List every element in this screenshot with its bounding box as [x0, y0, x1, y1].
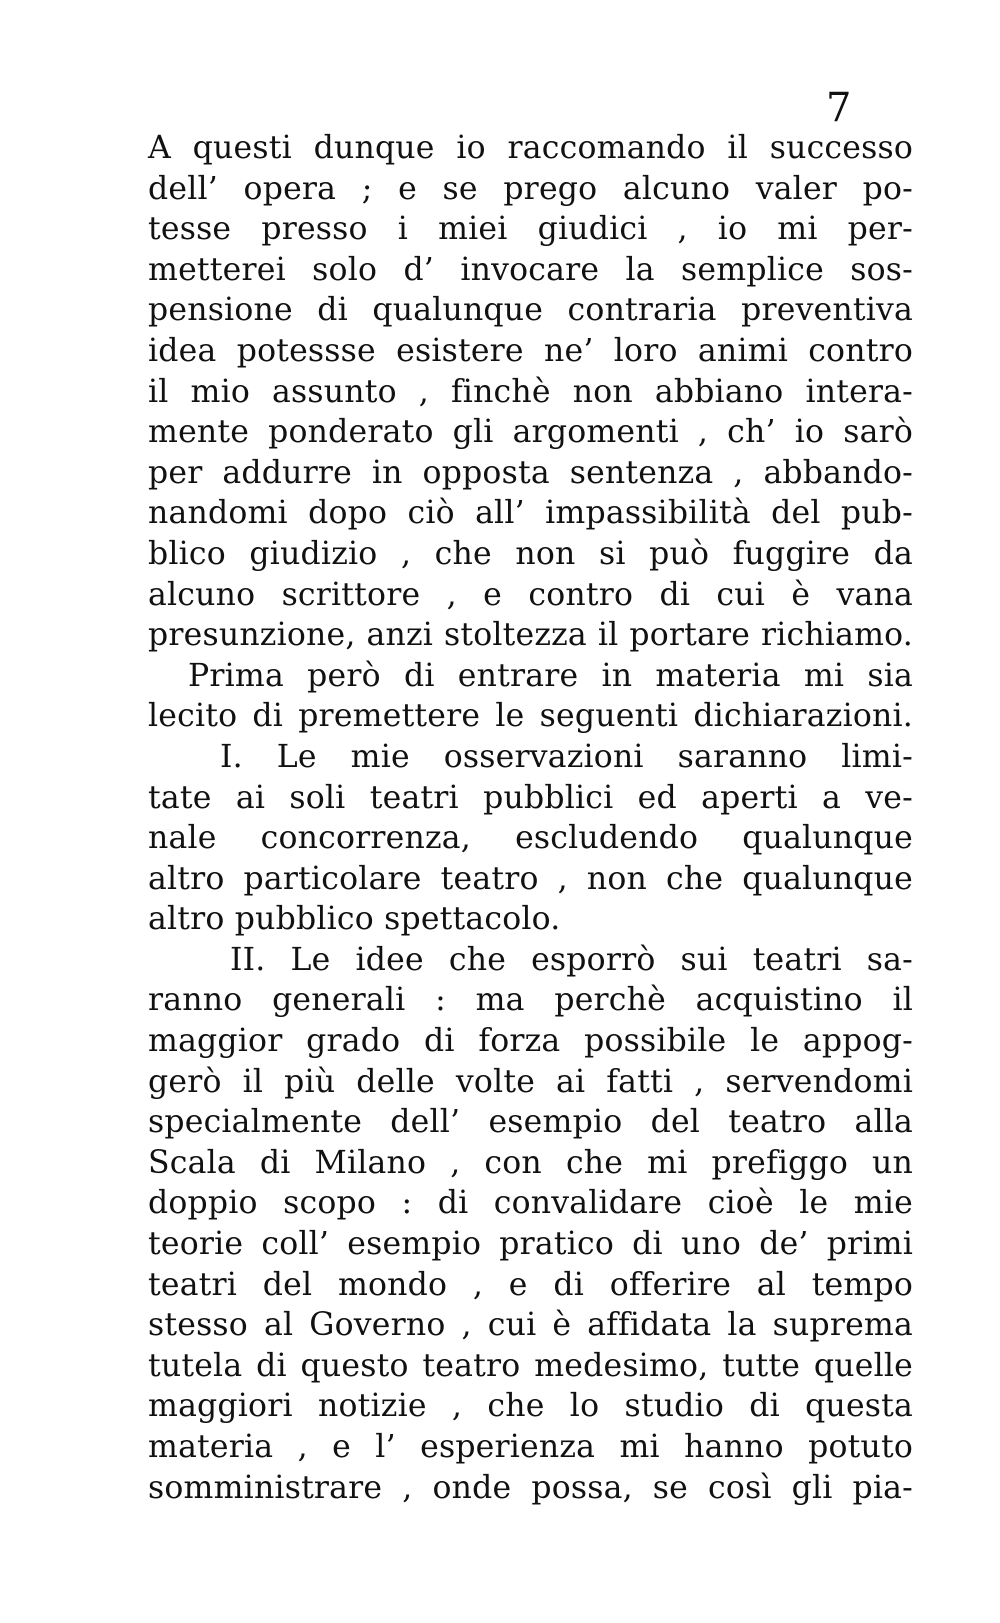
text-line: tutela di questo teatro medesimo, tutte quelle: [148, 1347, 913, 1384]
text-line: nandomi dopo ciò all’ impassibilità del pub-: [148, 495, 913, 532]
text-line: ranno generali : ma perchè acquistino il: [148, 982, 913, 1019]
text-line: altro pubblico spettacolo.: [148, 901, 561, 938]
section-start-line: II. Le idee che esporrò sui teatri sa-: [230, 941, 913, 978]
text-line: alcuno scrittore , e contro di cui è vana: [148, 576, 913, 613]
text-line: materia , e l’ esperienza mi hanno potuto: [148, 1429, 913, 1465]
text-line: maggior grado di forza possibile le appog-: [148, 1023, 913, 1060]
section-start-line: I. Le mie osservazioni saranno limi-: [220, 738, 913, 775]
text-line: lecito di premettere le seguenti dichiarazioni.: [148, 698, 913, 735]
body-text: [148, 128, 913, 1508]
text-line: tesse presso i miei giudici , io mi per-: [148, 211, 913, 248]
text-line: altro particolare teatro , non che qualunque: [148, 860, 913, 897]
paragraph-start-line: Prima però di entrare in materia mi sia: [188, 657, 913, 694]
text-line: stesso al Governo , cui è affidata la suprema: [148, 1307, 913, 1344]
text-line: dell’ opera ; e se prego alcuno valer po-: [148, 170, 913, 207]
page-number: 7: [826, 85, 852, 131]
text-line: mente ponderato gli argomenti , ch’ io sarò: [148, 414, 913, 451]
text-line: pensione di qualunque contraria preventiva: [148, 292, 913, 329]
text-line: gerò il più delle volte ai fatti , servendomi: [148, 1063, 913, 1100]
text-line: doppio scopo : di convalidare cioè le mie: [148, 1185, 913, 1222]
text-line: somministrare , onde possa, se così gli pia-: [148, 1469, 913, 1506]
text-line: teatri del mondo , e di offerire al tempo: [148, 1266, 913, 1303]
text-line: nale concorrenza, escludendo qualunque: [148, 820, 913, 857]
text-line: blico giudizio , che non si può fuggire da: [148, 535, 913, 572]
text-line: presunzione, anzi stoltezza il portare richiamo.: [148, 617, 913, 654]
text-line: teorie coll’ esempio pratico di uno de’ primi: [148, 1226, 913, 1263]
text-line: Scala di Milano , con che mi prefiggo un: [148, 1144, 913, 1181]
text-line: A questi dunque io raccomando il successo: [148, 130, 913, 166]
text-line: specialmente dell’ esempio del teatro alla: [148, 1104, 913, 1141]
text-line: metterei solo d’ invocare la semplice sos-: [148, 251, 913, 288]
text-line: il mio assunto , finchè non abbiano intera-: [148, 373, 913, 410]
text-line: tate ai soli teatri pubblici ed aperti a ve-: [148, 779, 913, 816]
text-line: idea potessse esistere ne’ loro animi contro: [148, 332, 913, 369]
text-line: maggiori notizie , che lo studio di questa: [148, 1388, 913, 1425]
text-line: per addurre in opposta sentenza , abbando-: [148, 454, 913, 491]
